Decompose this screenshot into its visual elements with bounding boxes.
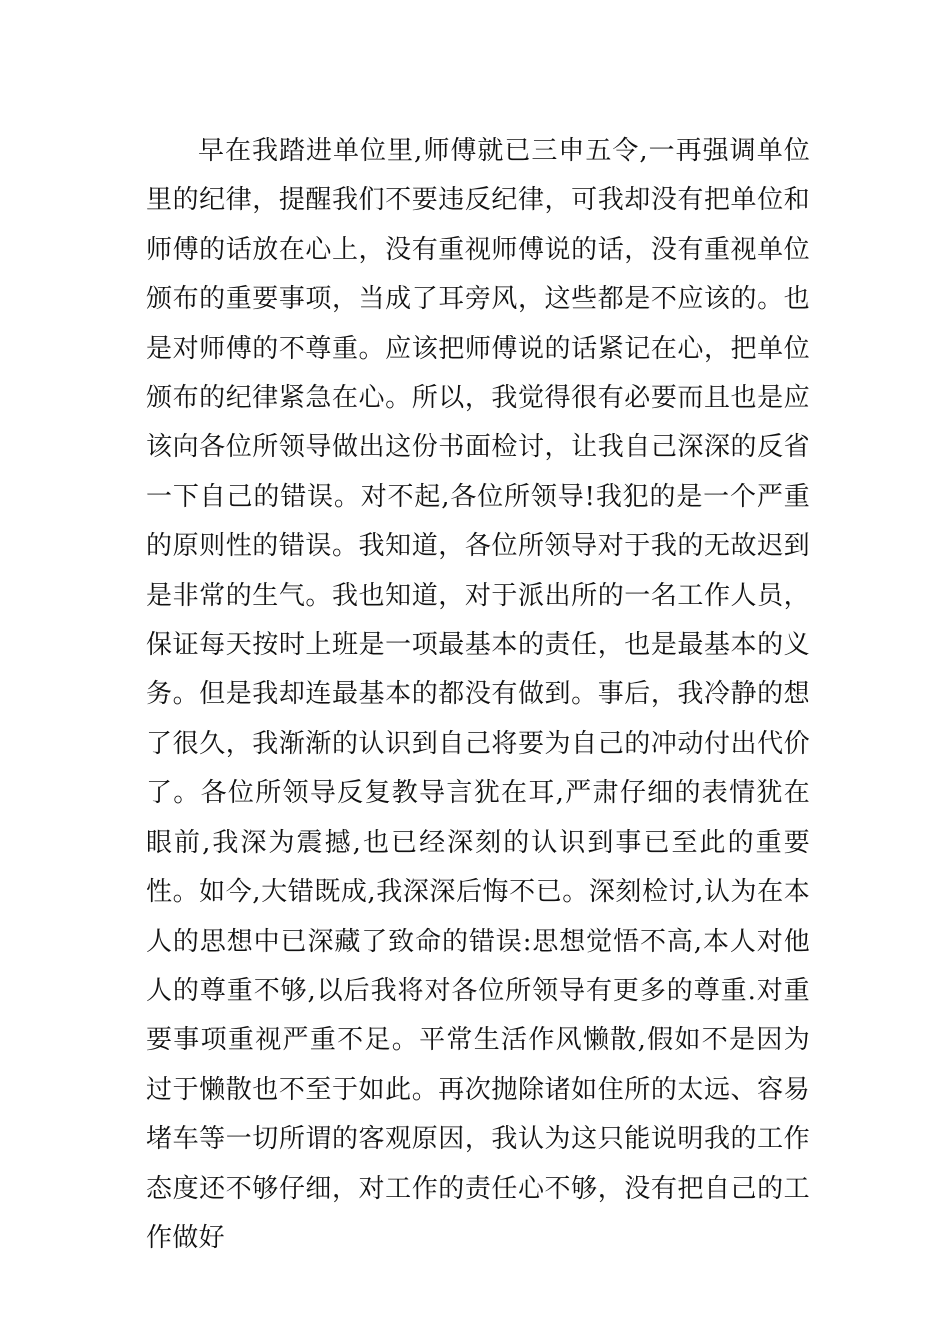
body-paragraph: 早在我踏进单位里,师傅就已三申五令,一再强调单位里的纪律，提醒我们不要违反纪律，可我却没有把单位和师傅的话放在心上，没有重视师傅说的话，没有重视单位颁布的重要事项，当成了耳旁风，这些都是不应该的。也是对师傅的不尊重。应该把师傅说的话紧记在心，把单位颁布的纪律紧急在心。所以，我觉得很有必要而且也是应该向各位所领导做出这份书面检讨，让我自己深深的反省一下自己的错误。对不起,各位所领导!我犯的是一个严重的原则性的错误。我知道，各位所领导对于我的无故迟到是非常的生气。我也知道，对于派出所的一名工作人员，保证每天按时上班是一项最基本的责任，也是最基本的义务。但是我却连最基本的都没有做到。事后，我冷静的想了很久，我渐渐的认识到自己将要为自己的冲动付出代价了。各位所领导反复教导言犹在耳,严肃仔细的表情犹在眼前,我深为震撼,也已经深刻的认识到事已至此的重要性。如今,大错既成,我深深后悔不已。深刻检讨,认为在本人的思想中已深藏了致命的错误:思想觉悟不高,本人对他人的尊重不够,以后我将对各位所领导有更多的尊重.对重要事项重视严重不足。平常生活作风懒散,假如不是因为过于懒散也不至于如此。再次抛除诸如住所的太远、容易堵车等一切所谓的客观原因，我认为这只能说明我的工作态度还不够仔细，对工作的责任心不够，没有把自己的工作做好 (146, 136, 810, 1253)
